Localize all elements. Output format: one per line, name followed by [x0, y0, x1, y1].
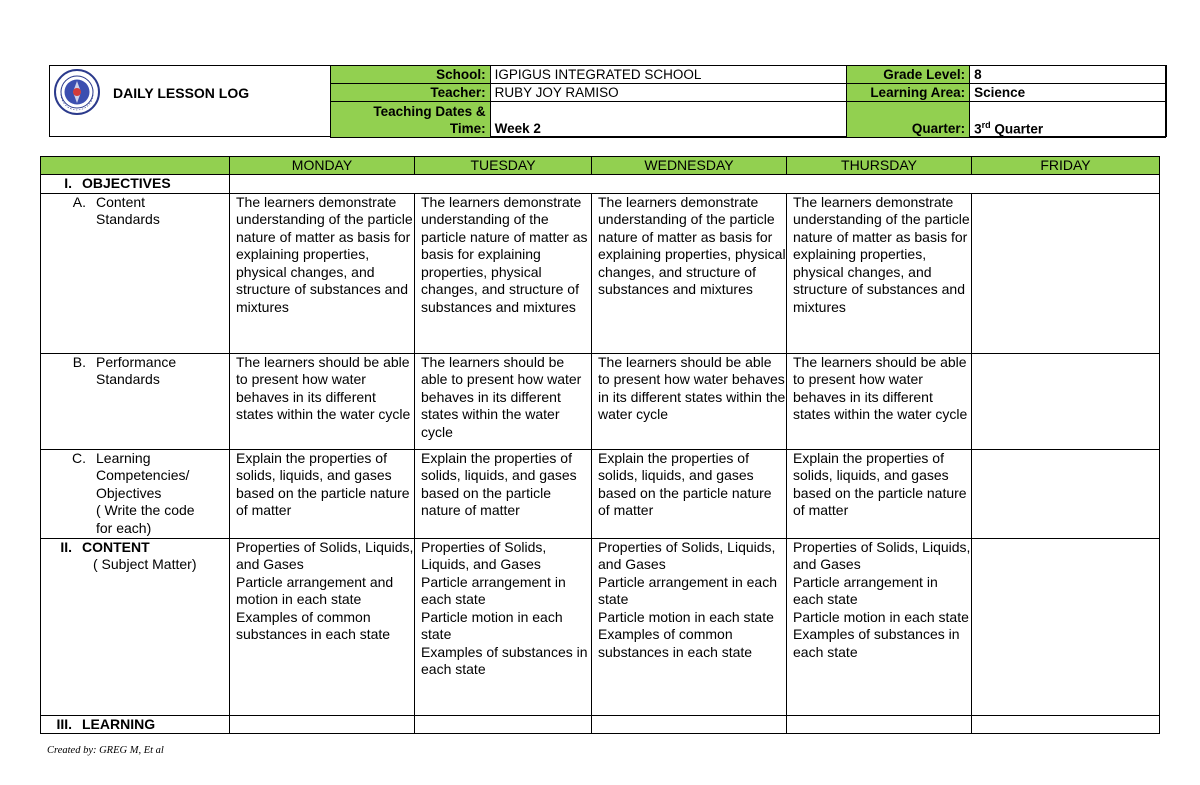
- grade-level-label: Grade Level:: [847, 66, 970, 84]
- teacher-label: Teacher:: [331, 84, 491, 102]
- content-line: Particle arrangement in each state: [421, 573, 566, 607]
- content-line: Particle arrangement in each state: [598, 573, 777, 607]
- content-thursday: [787, 538, 972, 715]
- day-header-tuesday: TUESDAY: [415, 157, 592, 175]
- content-line: Particle arrangement in each state: [793, 573, 938, 607]
- teaching-dates-label: Teaching Dates & Time:: [331, 102, 491, 138]
- school-value: IGPIGUS INTEGRATED SCHOOL: [490, 66, 847, 84]
- day-header-thursday: THURSDAY: [787, 157, 972, 175]
- learning-row: [41, 715, 1160, 734]
- competencies-tuesday: Explain the properties of solids, liquids, and gases based on the particle nature of matter: [415, 449, 592, 538]
- content-line: Properties of Solids, Liquids, and Gases: [793, 538, 971, 572]
- header-blank-cell: [41, 157, 230, 175]
- lesson-log-header: [49, 65, 1167, 137]
- teaching-dates-value: Week 2: [490, 102, 847, 138]
- performance-standards-thursday: The learners should be able to present how water behaves in its different states within the water cycle: [787, 353, 972, 449]
- content-wednesday: [592, 538, 787, 715]
- performance-standards-row: [41, 353, 1160, 449]
- content-line: Properties of Solids, Liquids, and Gases: [421, 538, 547, 572]
- learning-wednesday: [592, 715, 787, 734]
- learning-label: III. LEARNING: [41, 715, 230, 734]
- content-line: Properties of Solids, Liquids, and Gases: [598, 538, 776, 572]
- school-label: School:: [331, 66, 491, 84]
- competencies-thursday: Explain the properties of solids, liquids, and gases based on the particle nature of matter: [787, 449, 972, 538]
- objectives-span-cell: [230, 175, 1160, 194]
- content-friday: [972, 538, 1160, 715]
- content-line: Particle motion in each state: [421, 608, 563, 642]
- performance-standards-friday: [972, 353, 1160, 449]
- objectives-row: [41, 175, 1160, 194]
- daily-log-table: [40, 156, 1160, 734]
- content-label: II. CONTENT ( Subject Matter): [41, 538, 230, 715]
- content-line: Examples of substances in each state: [793, 626, 960, 660]
- content-row: [41, 538, 1160, 715]
- learning-thursday: [787, 715, 972, 734]
- header-info-table: [330, 65, 1166, 138]
- content-line: Properties of Solids, Liquids, and Gases: [236, 538, 414, 572]
- content-line: Examples of substances in each state: [421, 643, 588, 677]
- content-tuesday: [415, 538, 592, 715]
- content-line: Examples of common substances in each state: [236, 608, 391, 642]
- content-line: Particle motion in each state: [598, 608, 774, 625]
- teacher-value: RUBY JOY RAMISO: [490, 84, 847, 102]
- footer-credit: Created by: GREG M, Et al: [47, 745, 164, 756]
- day-header-wednesday: WEDNESDAY: [592, 157, 787, 175]
- competencies-wednesday: Explain the properties of solids, liquids, and gases based on the particle nature of matter: [592, 449, 787, 538]
- deped-seal-icon: [53, 68, 101, 116]
- competencies-monday: Explain the properties of solids, liquids, and gases based on the particle nature of matter: [230, 449, 415, 538]
- competencies-row: [41, 449, 1160, 538]
- day-header-friday: FRIDAY: [972, 157, 1160, 175]
- learning-tuesday: [415, 715, 592, 734]
- content-standards-row: [41, 193, 1160, 353]
- competencies-friday: [972, 449, 1160, 538]
- content-standards-thursday: The learners demonstrate understanding of the particle nature of matter as basis for explaining properties, physical changes, and structure of substances and mixtures: [787, 193, 972, 353]
- page-title: DAILY LESSON LOG: [113, 85, 250, 101]
- quarter-value: 3rd Quarter: [970, 102, 1166, 138]
- day-header-monday: MONDAY: [230, 157, 415, 175]
- day-header-row: [41, 157, 1160, 175]
- content-standards-wednesday: The learners demonstrate understanding of the particle nature of matter as basis for explaining properties, physical changes, and structure of substances and mixtures: [592, 193, 787, 353]
- objectives-label: I. OBJECTIVES: [41, 175, 230, 194]
- learning-monday: [230, 715, 415, 734]
- learning-area-label: Learning Area:: [847, 84, 970, 102]
- content-monday: [230, 538, 415, 715]
- learning-friday: [972, 715, 1160, 734]
- content-line: Examples of common substances in each state: [598, 626, 753, 660]
- performance-standards-tuesday: The learners should be able to present how water behaves in its different states within the water cycle: [415, 353, 592, 449]
- learning-area-value: Science: [970, 84, 1166, 102]
- grade-level-value: 8: [970, 66, 1166, 84]
- competencies-label: C. Learning Competencies/ Objectives ( Write the code for each): [41, 449, 230, 538]
- content-standards-monday: The learners demonstrate understanding of the particle nature of matter as basis for explaining properties, physical changes, and structure of substances and mixtures: [230, 193, 415, 353]
- quarter-label: Quarter:: [847, 102, 970, 138]
- content-standards-friday: [972, 193, 1160, 353]
- performance-standards-monday: The learners should be able to present how water behaves in its different states within the water cycle: [230, 353, 415, 449]
- performance-standards-wednesday: The learners should be able to present how water behaves in its different states within the water cycle: [592, 353, 787, 449]
- content-standards-tuesday: The learners demonstrate understanding of the particle nature of matter as basis for explaining properties, physical changes, and structure of substances and mixtures: [415, 193, 592, 353]
- content-line: Particle motion in each state: [793, 608, 969, 625]
- content-line: Particle arrangement and motion in each state: [236, 573, 394, 607]
- content-standards-label: A. Content Standards: [41, 193, 230, 353]
- performance-standards-label: B. Performance Standards: [41, 353, 230, 449]
